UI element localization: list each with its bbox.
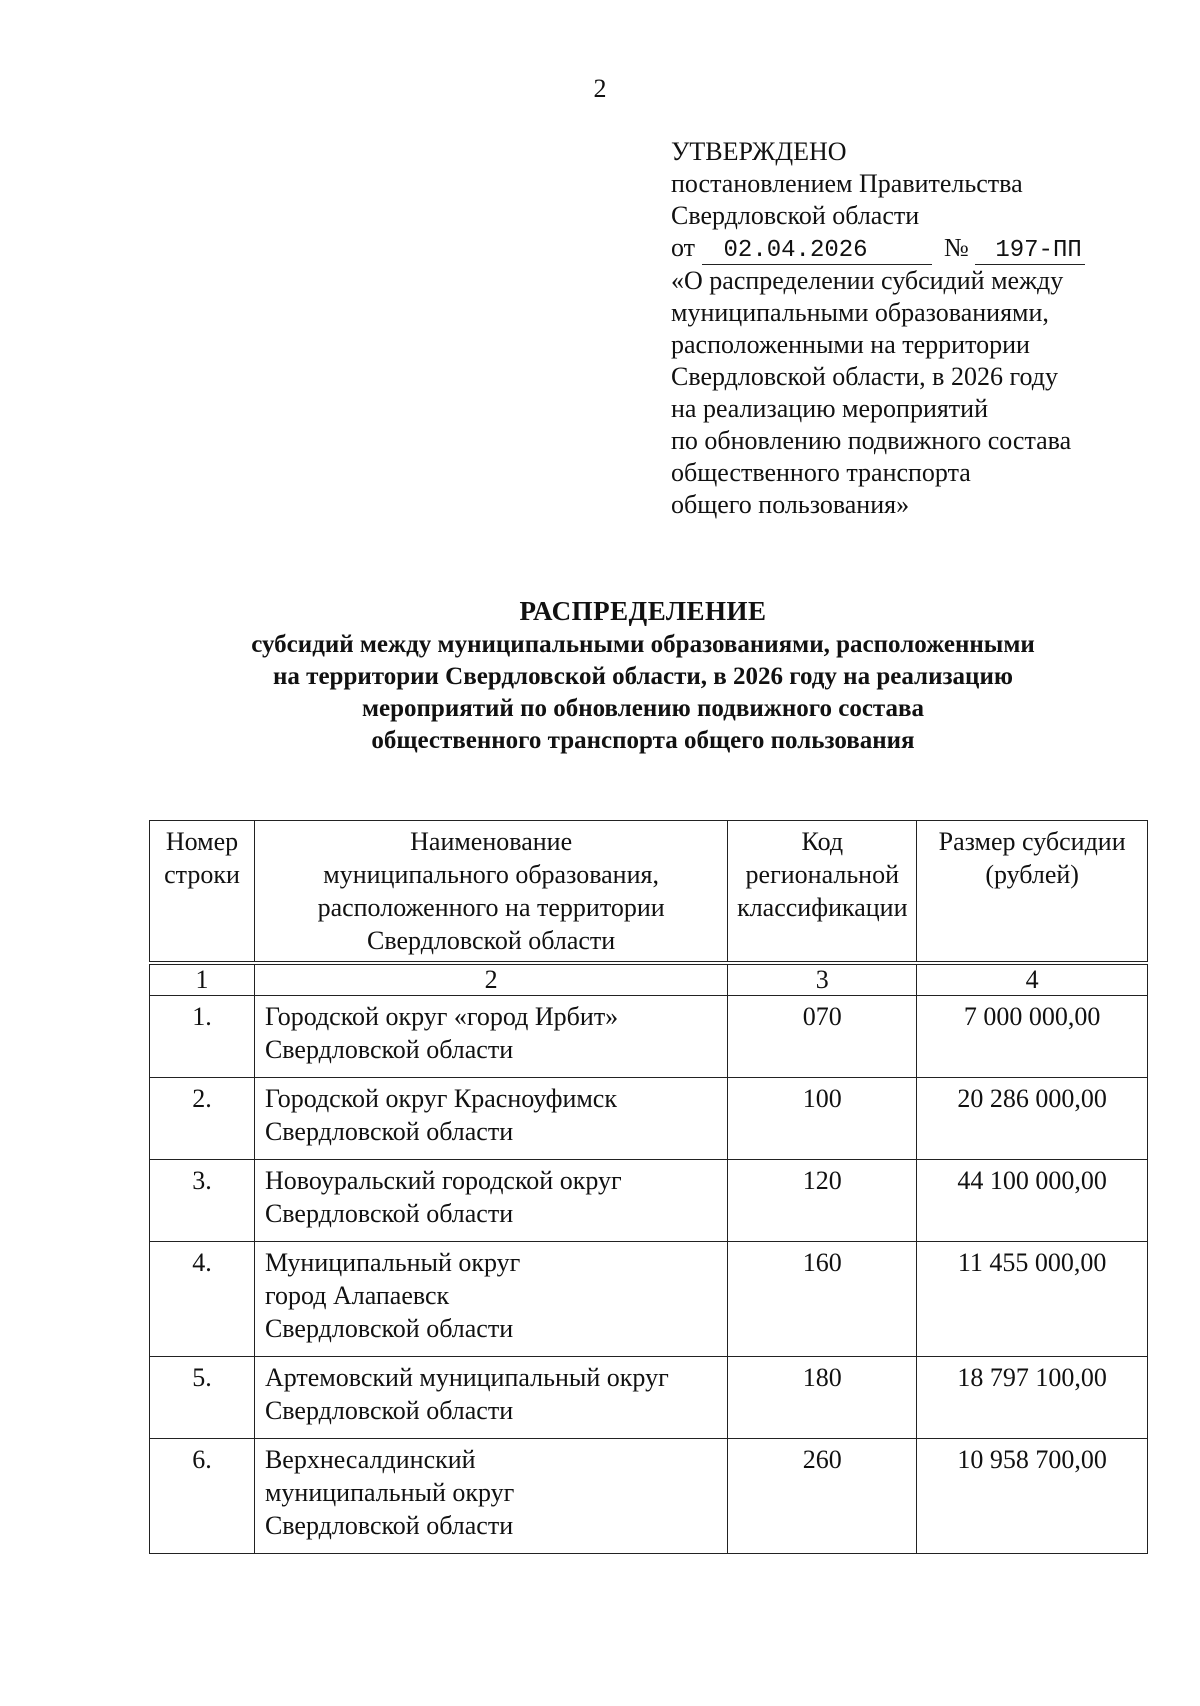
municipality-name bbox=[254, 1078, 727, 1160]
municipality-name bbox=[254, 1242, 727, 1357]
decree-subject-line: расположенными на территории bbox=[671, 330, 1030, 359]
municipality-name bbox=[254, 1357, 727, 1439]
municipality-name-line: город Алапаевск bbox=[264, 1281, 450, 1310]
header-amount-line: Размер субсидии bbox=[938, 827, 1126, 856]
municipality-name-line: Муниципальный округ bbox=[264, 1248, 521, 1277]
document-title bbox=[0, 593, 1200, 757]
municipality-name-line: муниципальный округ bbox=[264, 1478, 515, 1507]
region-code: 070 bbox=[728, 996, 917, 1078]
row-number: 4. bbox=[150, 1242, 255, 1357]
subsidy-amount: 18 797 100,00 bbox=[917, 1357, 1148, 1439]
header-amount bbox=[917, 821, 1148, 964]
column-number: 4 bbox=[917, 963, 1148, 996]
municipality-name-line: Артемовский муниципальный округ bbox=[264, 1363, 669, 1392]
column-number: 2 bbox=[254, 963, 727, 996]
subsidy-amount: 10 958 700,00 bbox=[917, 1439, 1148, 1554]
table-row bbox=[150, 996, 1148, 1078]
region-code: 160 bbox=[728, 1242, 917, 1357]
header-number bbox=[150, 821, 255, 964]
decree-date: 02.04.2026 bbox=[702, 238, 932, 265]
table-row bbox=[150, 1078, 1148, 1160]
header-name-line: Свердловской области bbox=[367, 926, 616, 955]
row-number: 3. bbox=[150, 1160, 255, 1242]
decree-subject-line: общего пользования» bbox=[671, 490, 910, 519]
municipality-name bbox=[254, 1439, 727, 1554]
number-prefix: № bbox=[944, 233, 969, 262]
decree-subject-line: муниципальными образованиями, bbox=[671, 298, 1049, 327]
header-number-line: Номер bbox=[165, 827, 239, 856]
title-subtitle-line: мероприятий по обновлению подвижного состава bbox=[361, 695, 925, 722]
row-number: 6. bbox=[150, 1439, 255, 1554]
region-code: 100 bbox=[728, 1078, 917, 1160]
subsidy-amount: 7 000 000,00 bbox=[917, 996, 1148, 1078]
municipality-name-line: Свердловской области bbox=[264, 1396, 514, 1425]
header-name-line: Наименование bbox=[410, 827, 573, 856]
region-code: 120 bbox=[728, 1160, 917, 1242]
approval-date-line bbox=[671, 232, 1191, 265]
municipality-name-line: Свердловской области bbox=[264, 1314, 514, 1343]
municipality-name bbox=[254, 1160, 727, 1242]
header-name-line: муниципального образования, bbox=[323, 860, 659, 889]
table-row bbox=[150, 1357, 1148, 1439]
title-subtitle-line: общественного транспорта общего пользования bbox=[371, 727, 915, 754]
decree-subject-line: Свердловской области, в 2026 году bbox=[671, 362, 1058, 391]
header-code-line: Код bbox=[801, 827, 844, 856]
municipality-name-line: Городской округ Красноуфимск bbox=[264, 1084, 617, 1113]
municipality-name-line: Свердловской области bbox=[264, 1199, 514, 1228]
table-header-row bbox=[150, 821, 1148, 964]
row-number: 1. bbox=[150, 996, 255, 1078]
municipality-name-line: Свердловской области bbox=[264, 1035, 514, 1064]
header-code bbox=[728, 821, 917, 964]
subsidy-amount: 20 286 000,00 bbox=[917, 1078, 1148, 1160]
municipality-name bbox=[254, 996, 727, 1078]
decree-subject-line: «О распределении субсидий между bbox=[671, 266, 1064, 295]
header-number-line: строки bbox=[164, 860, 240, 889]
table-row bbox=[150, 1242, 1148, 1357]
title-subtitle-line: на территории Свердловской области, в 2026 году на реализацию bbox=[273, 663, 1013, 690]
approval-line: постановлением Правительства bbox=[671, 169, 1023, 198]
municipality-name-line: Свердловской области bbox=[264, 1117, 514, 1146]
table-row bbox=[150, 1439, 1148, 1554]
decree-subject-line: на реализацию мероприятий bbox=[671, 394, 989, 423]
header-name bbox=[254, 821, 727, 964]
header-code-line: региональной bbox=[745, 860, 900, 889]
decree-subject-line: общественного транспорта bbox=[671, 458, 971, 487]
subsidy-amount: 44 100 000,00 bbox=[917, 1160, 1148, 1242]
region-code: 180 bbox=[728, 1357, 917, 1439]
municipality-name-line: Новоуральский городской округ bbox=[264, 1166, 622, 1195]
row-number: 5. bbox=[150, 1357, 255, 1439]
column-number-row bbox=[150, 963, 1148, 996]
title-main: РАСПРЕДЕЛЕНИЕ bbox=[519, 596, 767, 626]
table-row bbox=[150, 1160, 1148, 1242]
subsidy-table bbox=[149, 820, 1148, 1554]
municipality-name-line: Свердловской области bbox=[264, 1511, 514, 1540]
column-number: 3 bbox=[728, 963, 917, 996]
municipality-name-line: Городской округ «город Ирбит» bbox=[264, 1002, 619, 1031]
column-number: 1 bbox=[150, 963, 255, 996]
row-number: 2. bbox=[150, 1078, 255, 1160]
header-name-line: расположенного на территории bbox=[317, 893, 665, 922]
approval-heading: УТВЕРЖДЕНО bbox=[671, 137, 847, 166]
title-subtitle bbox=[0, 629, 1200, 757]
decree-subject bbox=[671, 265, 1191, 521]
municipality-name-line: Верхнесалдинский bbox=[264, 1445, 476, 1474]
subsidy-amount: 11 455 000,00 bbox=[917, 1242, 1148, 1357]
title-subtitle-line: субсидий между муниципальными образованиями, расположенными bbox=[251, 631, 1035, 658]
page-number: 2 bbox=[593, 74, 607, 103]
date-prefix: от bbox=[671, 233, 696, 262]
header-amount-line: (рублей) bbox=[985, 860, 1079, 889]
approval-stamp bbox=[671, 136, 1191, 521]
approval-line: Свердловской области bbox=[671, 201, 920, 230]
region-code: 260 bbox=[728, 1439, 917, 1554]
decree-subject-line: по обновлению подвижного состава bbox=[671, 426, 1072, 455]
decree-number: 197-ПП bbox=[975, 238, 1085, 265]
header-code-line: классификации bbox=[737, 893, 908, 922]
